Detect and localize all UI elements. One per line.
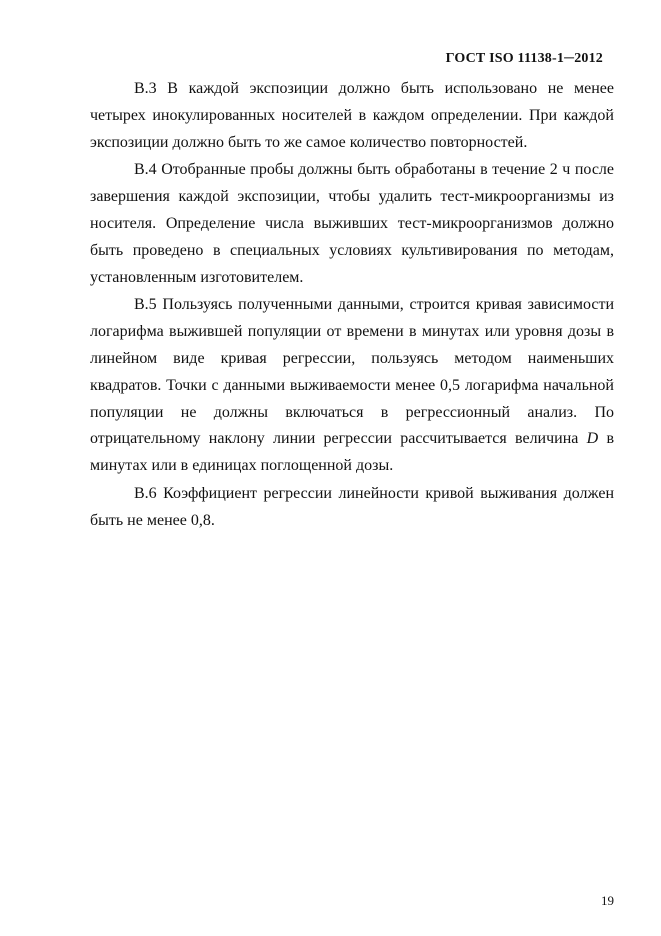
paragraph-b4: В.4 Отобранные пробы должны быть обработаны в течение 2 ч после завершения каждой экспозиции, чтобы удалить тест-микроорганизмы из носителя. Определение числа выживших тест-микроорганизмов должно быть проведено в специальных условиях культивирования по методам, установленным изготовителем.: [90, 161, 614, 286]
document-body: [90, 76, 614, 535]
d-value-symbol: D: [586, 430, 599, 448]
paragraph-b6: В.6 Коэффициент регрессии линейности кривой выживания должен быть не менее 0,8.: [90, 484, 614, 529]
page-number: 19: [601, 893, 614, 908]
paragraph-b5: [90, 292, 614, 480]
paragraph-b5-text-before: В.5 Пользуясь полученными данными, строится кривая зависимости логарифма выжившей популяции от времени в минутах или уровня дозы в линейном виде кривая регрессии, пользуясь методом наименьших квадратов. Точки с данными выживаемости менее 0,5 логарифма начальной популяции не должны включаться в регрессионный анализ. По отрицательному наклону линии регрессии рассчитывается величина: [90, 296, 614, 448]
document-header: ГОСТ ISO 11138-1─2012: [445, 51, 603, 66]
paragraph-b5-text-after: в минутах или в единицах поглощенной дозы.: [90, 430, 615, 475]
paragraph-b3: В.3 В каждой экспозиции должно быть использовано не менее четырех инокулированных носителей в каждом определении. При каждой экспозиции должно быть то же самое количество повторностей.: [90, 80, 614, 151]
